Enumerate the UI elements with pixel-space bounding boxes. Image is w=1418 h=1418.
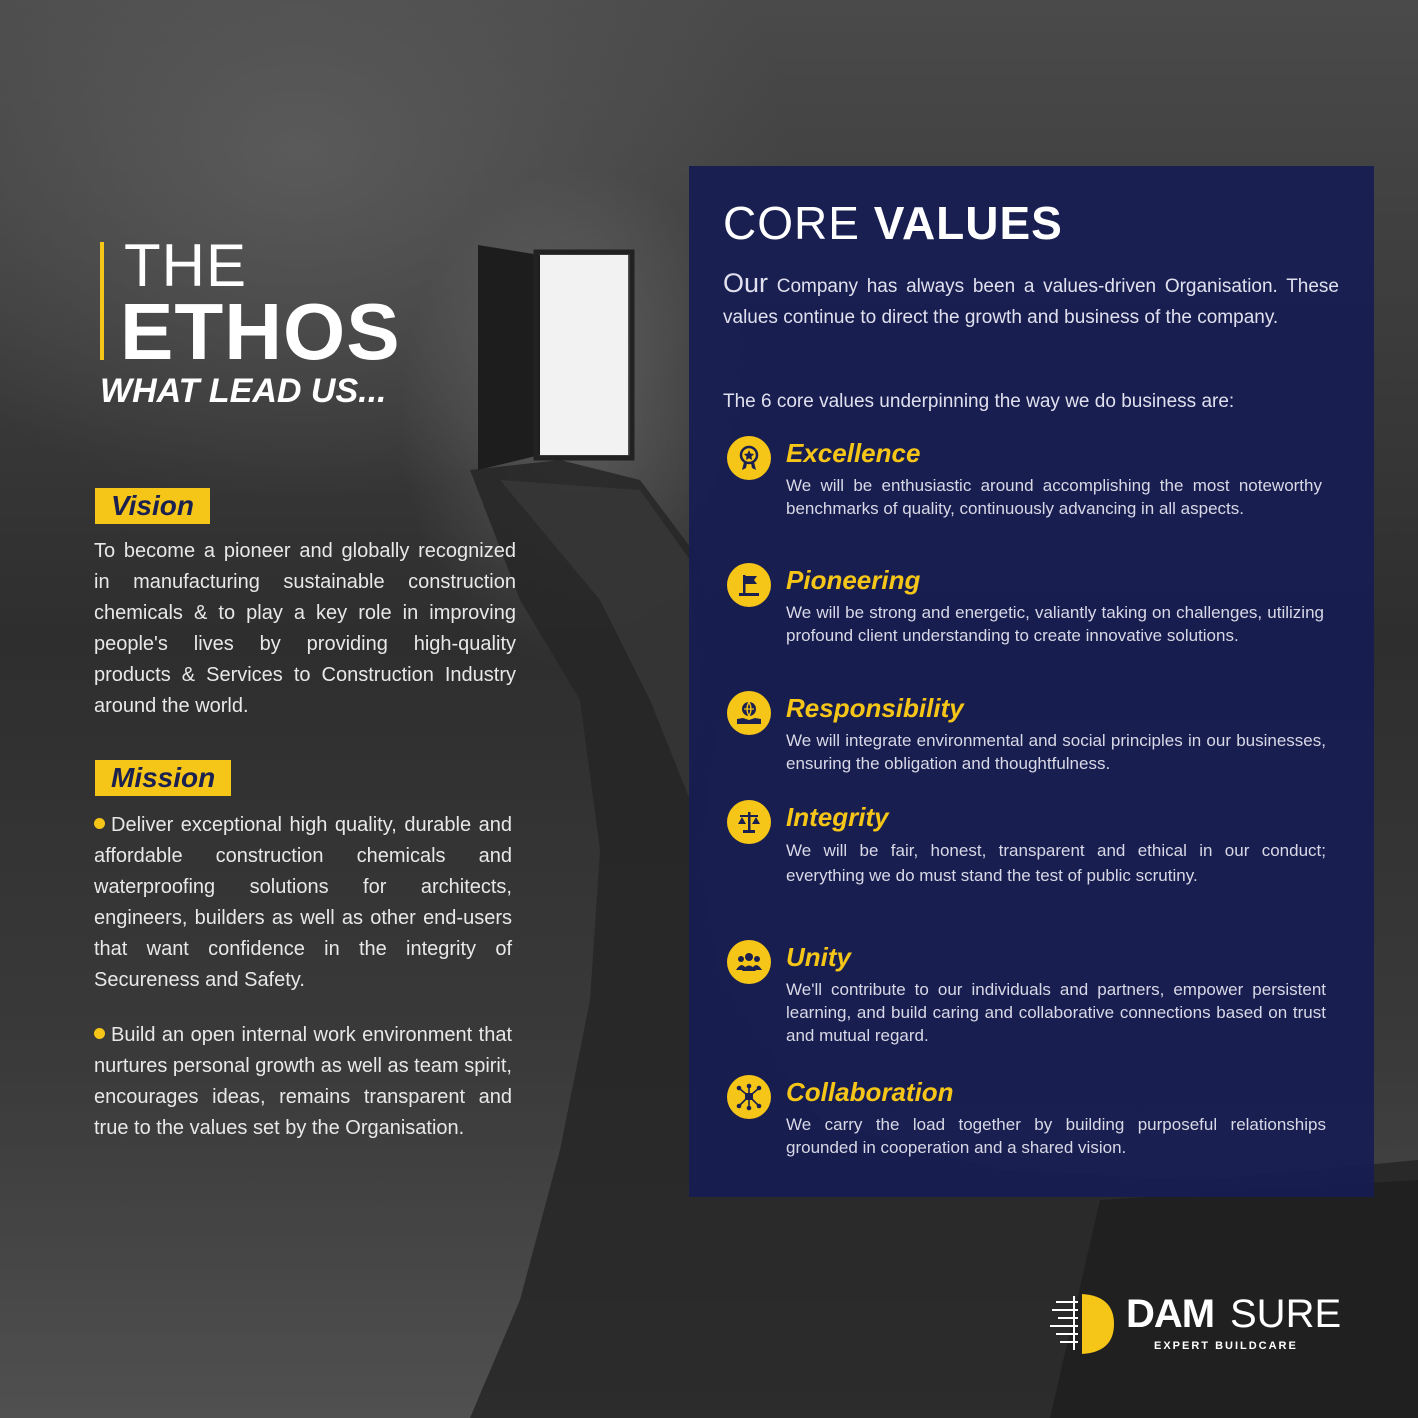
core-value-name: Integrity xyxy=(786,802,889,832)
core-value-name: Unity xyxy=(786,942,851,972)
group-icon xyxy=(727,940,771,984)
core-value-desc: We will be strong and energetic, valiantly taking on challenges, utilizing profound client understanding to create innovative solutions. xyxy=(786,603,1324,645)
core-value-item xyxy=(727,940,1332,1050)
open-door-panel xyxy=(478,245,540,470)
globe-hand-icon xyxy=(727,691,771,735)
scales-icon xyxy=(727,800,771,844)
mission-label: Mission xyxy=(95,760,231,796)
intro-first-word: Our xyxy=(723,268,769,298)
brand-tagline: EXPERT BUILDCARE xyxy=(1154,1340,1298,1352)
award-ribbon-icon xyxy=(727,436,771,480)
network-icon xyxy=(727,1075,771,1119)
bullet-dot xyxy=(94,1028,105,1039)
flag-icon xyxy=(727,563,771,607)
core-value-desc: We'll contribute to our individuals and partners, empower persistent learning, and build caring and collaborative connections based on trust and mutual regard. xyxy=(786,980,1326,1045)
mission-point-text: Deliver exceptional high quality, durable and affordable construction chemicals and waterproofing solutions for architects, engineers, builders as well as other end-users that want confidence in the integrity of Secureness and Safety. xyxy=(94,814,512,991)
core-value-item xyxy=(727,691,1332,781)
mission-point-text: Build an open internal work environment that nurtures personal growth as well as team spirit, encourages ideas, remains transparent and true to the values set by the Organisation. xyxy=(94,1024,512,1139)
title-accent-bar xyxy=(100,242,104,360)
brand-name-light: SURE xyxy=(1230,1292,1342,1336)
vision-text: To become a pioneer and globally recognized in manufacturing sustainable construction chemicals & to play a key role in improving people's lives by providing high-quality products & Services to Construction Industry around the world. xyxy=(94,540,516,717)
vision-label: Vision xyxy=(95,488,210,524)
brand-logo xyxy=(1050,1290,1350,1360)
title-the: THE xyxy=(124,232,247,299)
bullet-dot xyxy=(94,818,105,829)
title-ethos: ETHOS xyxy=(120,287,401,376)
core-values-title-bold: VALUES xyxy=(873,197,1063,249)
core-value-name: Responsibility xyxy=(786,693,964,723)
core-values-lead: The 6 core values underpinning the way we do business are: xyxy=(723,391,1235,412)
core-value-name: Collaboration xyxy=(786,1077,954,1107)
brand-logo-mark-icon xyxy=(1050,1290,1120,1360)
core-values-title-light: CORE xyxy=(723,197,874,249)
brand-name-bold: DAM xyxy=(1126,1292,1215,1336)
core-value-item xyxy=(727,436,1332,546)
core-value-item xyxy=(727,563,1332,673)
core-value-desc: We carry the load together by building purposeful relationships grounded in cooperation and a shared vision. xyxy=(786,1115,1326,1157)
core-value-desc: We will be enthusiastic around accomplishing the most noteworthy benchmarks of quality, continuously advancing in all aspects. xyxy=(786,476,1322,518)
core-value-desc: We will be fair, honest, transparent and ethical in our conduct; everything we do must stand the test of public scrutiny. xyxy=(786,841,1326,885)
core-value-item xyxy=(727,800,1332,915)
title-tagline: WHAT LEAD US... xyxy=(100,372,387,410)
core-values-title xyxy=(723,197,1063,249)
glowing-door xyxy=(540,255,628,455)
mission-point xyxy=(94,810,512,996)
core-value-item xyxy=(727,1075,1332,1165)
mission-point xyxy=(94,1020,512,1144)
core-values-intro xyxy=(723,268,1339,333)
core-value-name: Pioneering xyxy=(786,565,921,595)
intro-rest: Company has always been a values-driven Organisation. These values continue to direct the growth and business of the company. xyxy=(723,276,1339,328)
core-value-desc: We will integrate environmental and social principles in our businesses, ensuring the obligation and thoughtfulness. xyxy=(786,731,1326,773)
core-value-name: Excellence xyxy=(786,438,921,468)
